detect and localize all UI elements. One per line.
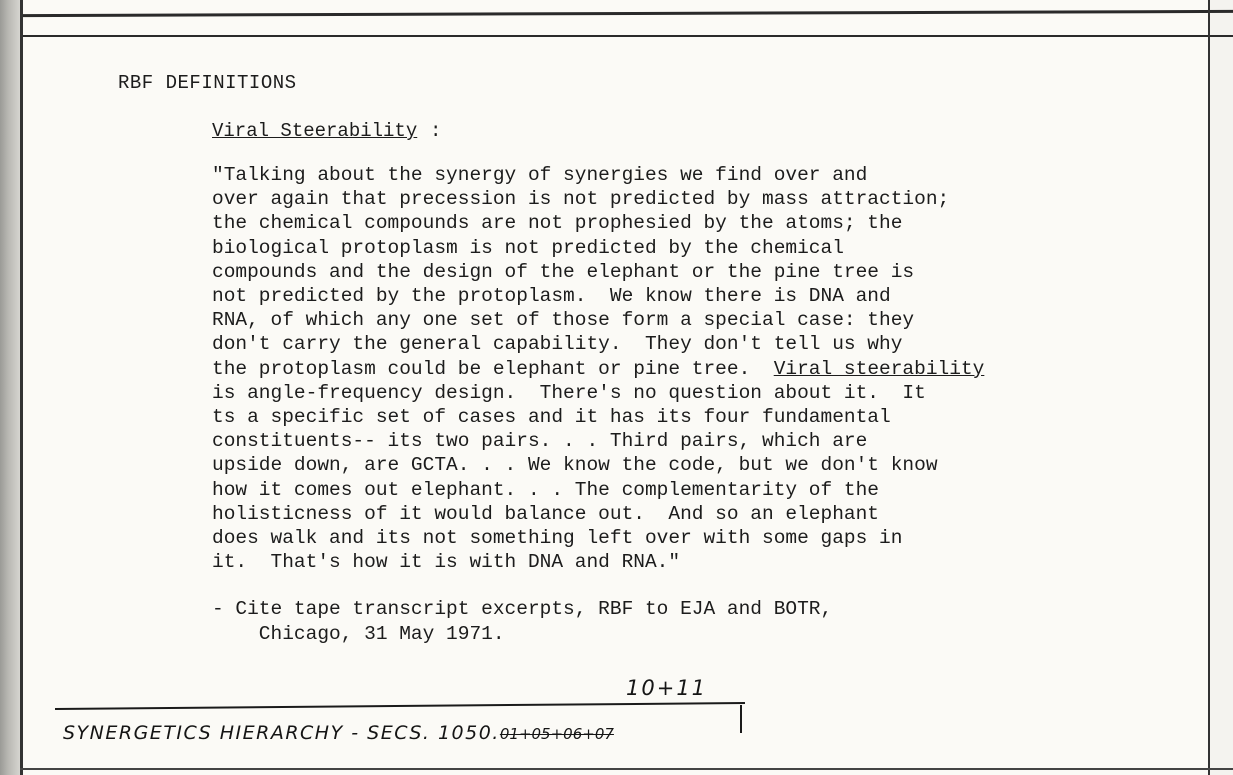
handwritten-hierarchy-label bbox=[63, 722, 614, 744]
quote-text-end: is angle-frequency design. There's no question about it. It ts a specific set of cases and it has its four fundamental constituents-- its two pairs. . . Third pairs, which are upside down, are GCTA. . . We know the code, but we don't know how it comes out elephant. . . The complementarity of the holisticness of it would balance out. And so an elephant does walk and its not something left over with some gaps in it. That's how it is with DNA and RNA." bbox=[212, 381, 938, 574]
page-heading: RBF DEFINITIONS bbox=[118, 72, 297, 94]
handwritten-rule-tick bbox=[740, 705, 742, 733]
quote-text-start: "Talking about the synergy of synergies we find over and over again that precession is not predicted by mass attraction; the chemical compounds are not prophesied by the atoms; the biological protoplasm is not predicted by the chemical compounds and the design of the elephant or the pine tree is not predicted by the protoplasm. We know there is DNA and RNA, of which any one set of those form a special case: they don't carry the general capability. They don't tell us why the protoplasm could be elephant or pine tree. bbox=[212, 164, 950, 380]
quote-underlined-term: Viral steerability bbox=[773, 357, 985, 380]
definition-colon: : bbox=[430, 120, 442, 142]
handwritten-numbers: 10+11 bbox=[626, 676, 708, 700]
left-scan-edge bbox=[0, 0, 20, 775]
citation: - Cite tape transcript excerpts, RBF to EJA and BOTR, Chicago, 31 May 1971. bbox=[212, 598, 833, 645]
hierarchy-label-text: SYNERGETICS HIERARCHY - SECS. 1050. bbox=[63, 722, 500, 744]
quote-block bbox=[212, 163, 984, 574]
top-rule-line bbox=[20, 35, 1233, 37]
bottom-border-line bbox=[20, 768, 1233, 770]
right-border-line bbox=[1208, 0, 1210, 775]
definition-term: Viral Steerability bbox=[212, 120, 418, 142]
struck-section-numbers: 01+05+06+07 bbox=[499, 725, 614, 743]
left-border-line bbox=[20, 0, 23, 775]
